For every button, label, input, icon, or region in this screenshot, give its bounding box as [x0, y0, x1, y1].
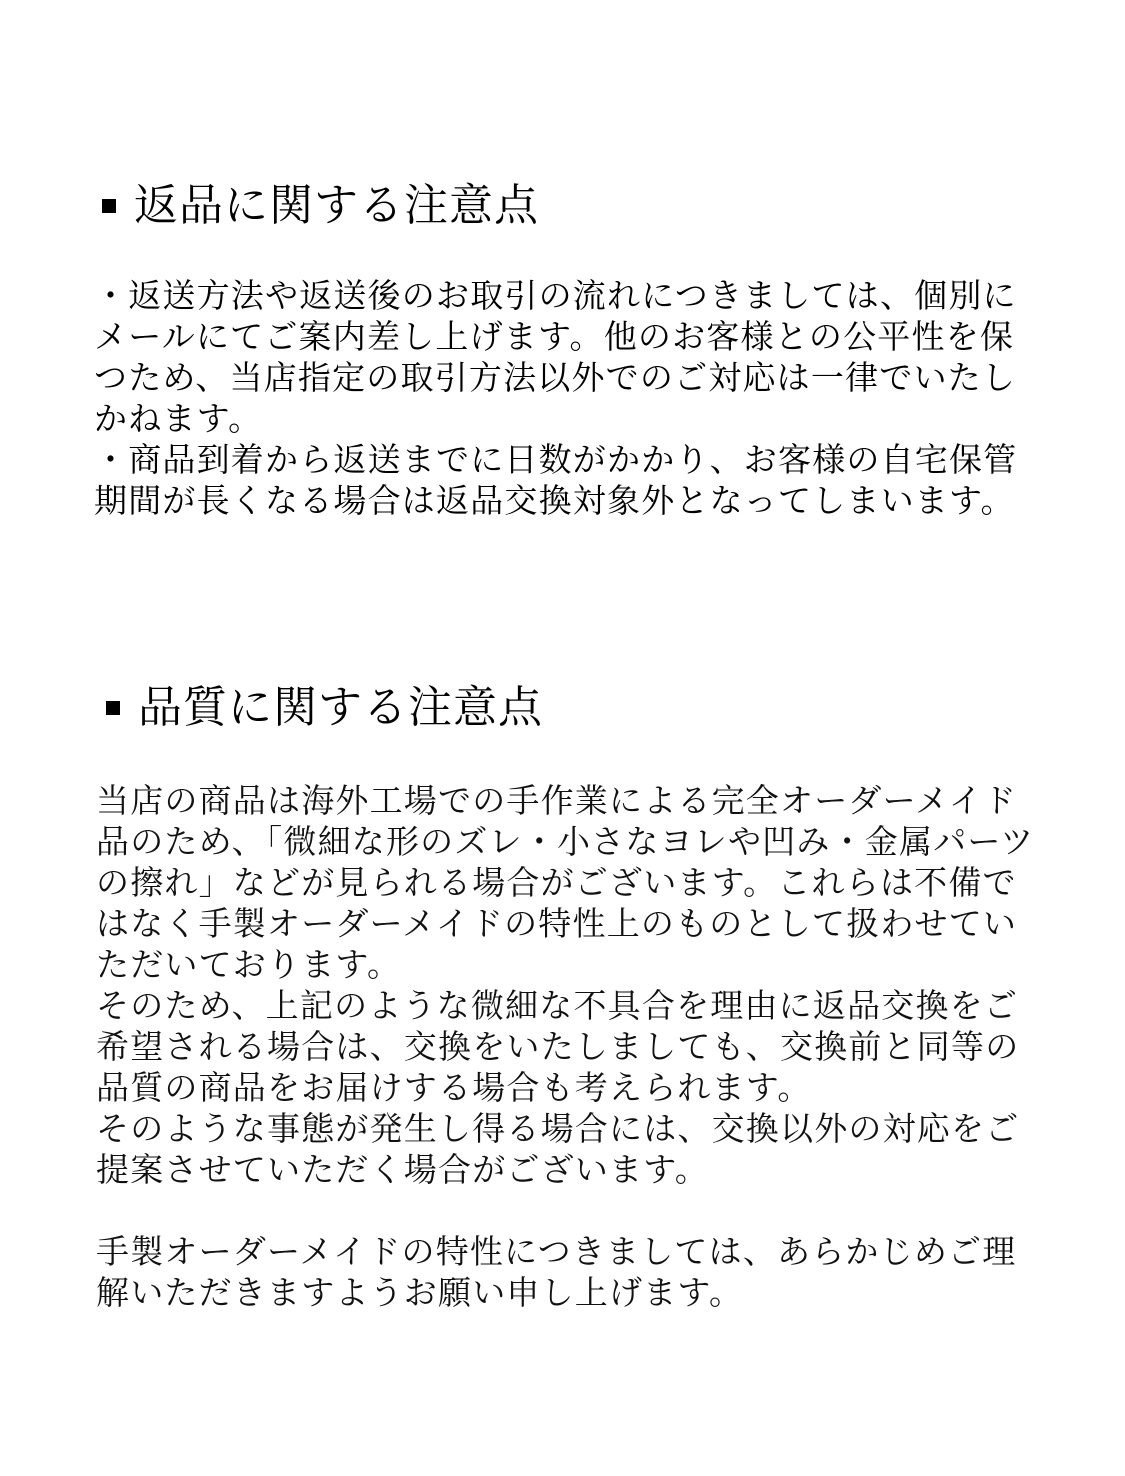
return-notice-heading: [102, 180, 539, 231]
return-notice-title: 返品に関する注意点: [134, 180, 539, 231]
quality-notice-title: 品質に関する注意点: [138, 682, 543, 733]
return-notice-body: ・返送方法や返送後のお取引の流れにつきましては、個別にメールにてご案内差し上げます。他のお客様との公平性を保つため、当店指定の取引方法以外でのご対応は一律でいたしかねます。 ・商品到着から返送までに日数がかかり、お客様の自宅保管期間が長くなる場合は返品交換対象外となってしまいます。: [94, 276, 1018, 520]
quality-notice-heading: [106, 682, 543, 733]
square-bullet-icon: [106, 701, 120, 715]
quality-notice-body: 当店の商品は海外工場での手作業による完全オーダーメイド品のため、「微細な形のズレ・小さなヨレや凹み・金属パーツの擦れ」などが見られる場合がございます。これらは不備ではなく手製オーダーメイドの特性上のものとして扱わせていただいております。 そのため、上記のような微細な不具合を理由に返品交換をご希望される場合は、交換をいたしましても、交換前と同等の品質の商品をお届けする場合も考えられます。 そのような事態が発生し得る場合には、交換以外の対応をご提案させていただく場合がございます。 手製オーダーメイドの特性につきましては、あらかじめご理解いただきますようお願い申し上げます。: [96, 781, 1035, 1312]
square-bullet-icon: [102, 199, 116, 213]
